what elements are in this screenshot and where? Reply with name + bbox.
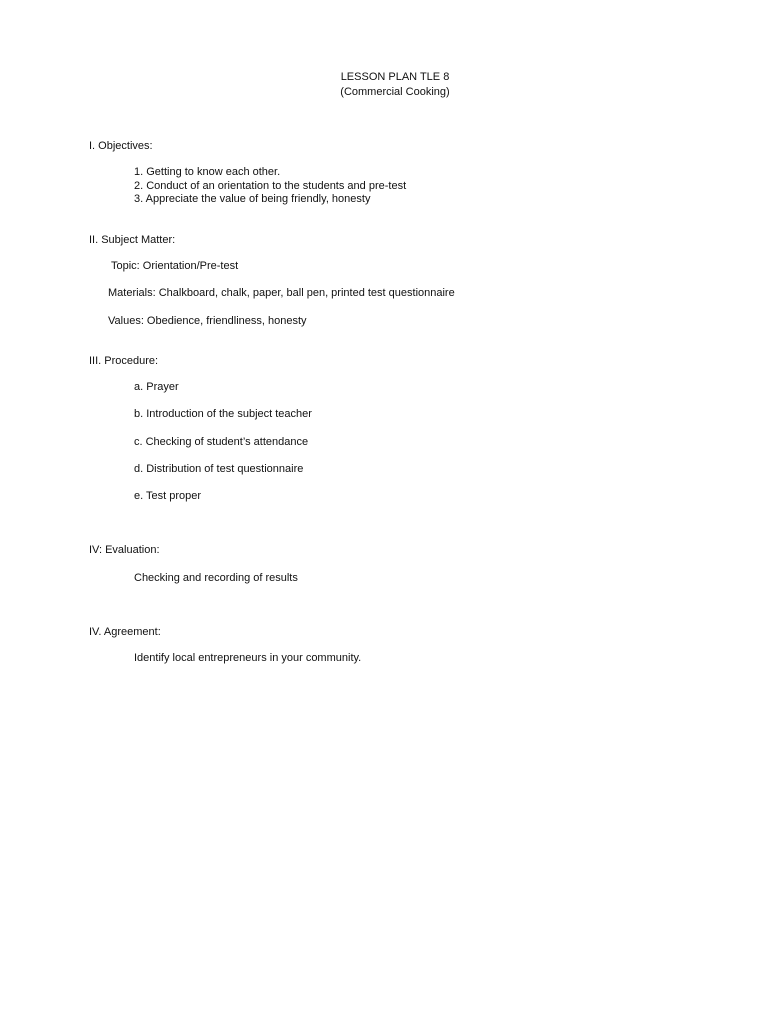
procedure-step: e. Test proper [134, 490, 202, 502]
objectives-heading: I. Objectives: [89, 140, 153, 152]
procedure-step: c. Checking of student’s attendance [134, 436, 309, 448]
objective-item: 3. Appreciate the value of being friendly, honesty [134, 193, 371, 205]
evaluation-heading: IV: Evaluation: [89, 544, 160, 556]
evaluation-text: Checking and recording of results [134, 572, 298, 584]
objective-item: 1. Getting to know each other. [134, 166, 281, 178]
values-line: Values: Obedience, friendliness, honesty [108, 315, 307, 327]
agreement-text: Identify local entrepreneurs in your community. [134, 652, 362, 664]
procedure-heading: III. Procedure: [89, 355, 159, 367]
procedure-step: b. Introduction of the subject teacher [134, 408, 312, 420]
document-subtitle: (Commercial Cooking) [340, 86, 450, 98]
objective-item: 2. Conduct of an orientation to the students and pre-test [134, 180, 407, 192]
procedure-step: d. Distribution of test questionnaire [134, 463, 304, 475]
procedure-step: a. Prayer [134, 381, 179, 393]
topic-line: Topic: Orientation/Pre-test [111, 260, 239, 272]
document-title: LESSON PLAN TLE 8 [340, 71, 450, 83]
materials-line: Materials: Chalkboard, chalk, paper, ball pen, printed test questionnaire [108, 287, 455, 299]
agreement-heading: IV. Agreement: [89, 626, 161, 638]
subject-matter-heading: II. Subject Matter: [89, 234, 176, 246]
